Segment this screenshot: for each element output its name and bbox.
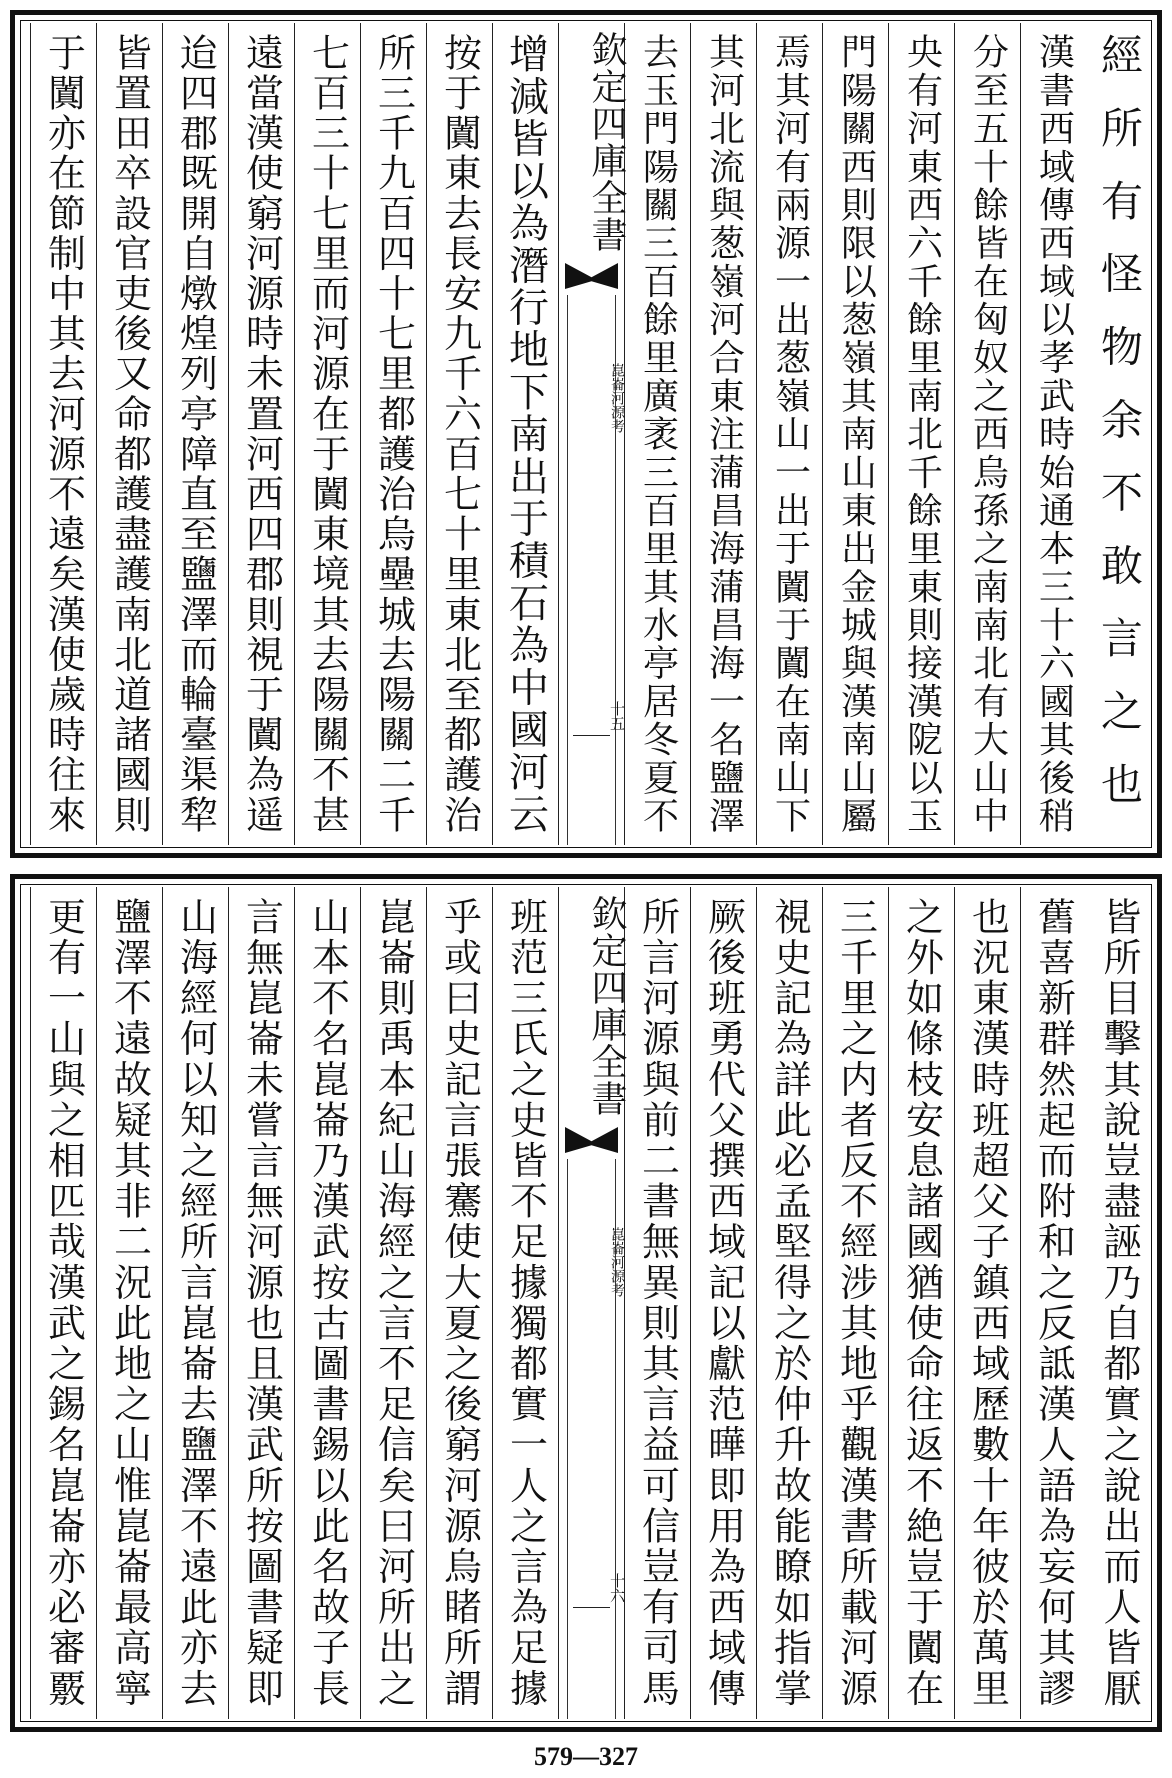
text-column	[624, 23, 690, 845]
column-text: 皆置田卒設官吏後又命都護盡護南北道諸國則	[107, 33, 152, 835]
center-column	[558, 887, 627, 1719]
column-text: 經所有怪物余不敢言之也	[1095, 33, 1144, 835]
column-text: 所言河源與前二書無異則其言益可信豈有司馬	[635, 897, 680, 1709]
text-column	[492, 887, 558, 1719]
column-text: 于闐亦在節制中其去河源不遠矣漢使歲時往來	[41, 33, 86, 835]
center-column	[558, 23, 627, 845]
divider	[573, 1607, 610, 1608]
column-text: 焉其河有兩源一出葱嶺山一出于闐于闐在南山下	[769, 33, 811, 835]
book-title: 欽定四庫全書	[586, 895, 627, 1117]
text-column	[162, 23, 228, 845]
text-column	[954, 23, 1020, 845]
text-column	[426, 887, 492, 1719]
column-text: 漢書西域傳西域以孝武時始通本三十六國其後稍	[1033, 33, 1075, 835]
column-text: 山海經何以知之經所言崑崙去鹽澤不遠此亦去	[173, 897, 218, 1709]
text-column	[294, 23, 360, 845]
text-column	[1086, 23, 1152, 845]
column-text: 央有河東西六千餘里南北千餘里東則接漢阸以玉	[901, 33, 943, 835]
text-column	[360, 887, 426, 1719]
text-column	[1020, 887, 1086, 1719]
column-text: 遠當漢使窮河源時未置河西四郡則視于闐為遥	[239, 33, 284, 835]
column-text: 厥後班勇代父撰西域記以獻范曄即用為西域傳	[701, 897, 746, 1709]
column-text: 鹽澤不遠故疑其非二況此地之山惟崑崙最高寧	[107, 897, 152, 1709]
text-column	[294, 887, 360, 1719]
top-page	[10, 10, 1162, 858]
text-column	[822, 23, 888, 845]
column-text: 門陽關西則限以葱嶺其南山東出金城與漢南山屬	[835, 33, 877, 835]
column-text: 去玉門陽關三百餘里廣袤三百里其水亭居冬夏不	[637, 33, 679, 835]
column-text: 也況東漢時班超父子鎮西域歷數十年彼於萬里	[965, 897, 1010, 1709]
text-column	[888, 23, 954, 845]
column-text: 乎或曰史記言張騫使大夏之後窮河源烏睹所謂	[437, 897, 482, 1709]
text-column	[954, 887, 1020, 1719]
column-text: 之外如條枝安息諸國猶使命往返不絶豈于闐在	[899, 897, 944, 1709]
text-column	[624, 887, 690, 1719]
text-column	[162, 887, 228, 1719]
column-text: 言無崑崙未嘗言無河源也且漢武所按圖書疑即	[239, 897, 284, 1709]
book-title: 欽定四庫全書	[586, 31, 627, 253]
divider	[573, 735, 610, 736]
text-column	[30, 887, 96, 1719]
column-text: 按于闐東去長安九千六百七十里東北至都護治	[437, 33, 482, 835]
column-text: 增減皆以為潛行地下南出于積石為中國河云	[502, 33, 549, 835]
column-text: 迨四郡既開自燉煌列亭障直至鹽澤而輪臺渠犂	[173, 33, 218, 835]
column-text: 所三千九百四十七里都護治烏壘城去陽關二千	[371, 33, 416, 835]
bottom-page	[10, 874, 1162, 1732]
chapter-title: 崑崙河源考	[609, 363, 625, 433]
text-column	[426, 23, 492, 845]
column-text: 皆所目擊其說豈盡誣乃自都實之說出而人皆厭	[1097, 897, 1141, 1709]
text-column	[1086, 887, 1152, 1719]
column-text: 其河北流與葱嶺河合東注蒲昌海蒲昌海一名鹽澤	[703, 33, 745, 835]
column-text: 山本不名崑崙乃漢武按古圖書錫以此名故子長	[305, 897, 350, 1709]
folio-number: 十五	[608, 701, 626, 731]
text-column	[360, 23, 426, 845]
text-column	[492, 23, 558, 845]
column-text: 三千里之内者反不經涉其地乎觀漢書所載河源	[833, 897, 878, 1709]
text-column	[228, 23, 294, 845]
page-number: 579—327	[534, 1742, 638, 1771]
text-column	[822, 887, 888, 1719]
text-column	[690, 887, 756, 1719]
text-column	[1020, 23, 1086, 845]
text-column	[96, 23, 162, 845]
column-text: 七百三十七里而河源在于闐東境其去陽關不甚	[305, 33, 350, 835]
text-column	[756, 23, 822, 845]
column-text: 更有一山與之相匹哉漢武之錫名崑崙亦必審覈	[41, 897, 86, 1709]
text-column	[888, 887, 954, 1719]
chapter-title: 崑崙河源考	[609, 1227, 625, 1297]
folio-number: 十六	[608, 1573, 626, 1603]
column-text: 崑崙則禹本紀山海經之言不足信矣曰河所出之	[371, 897, 416, 1709]
text-column	[30, 23, 96, 845]
text-column	[756, 887, 822, 1719]
column-text: 班范三氏之史皆不足據獨都實一人之言為足據	[503, 897, 548, 1709]
column-text: 分至五十餘皆在匈奴之西烏孫之南南北有大山中	[967, 33, 1009, 835]
column-text: 視史記為詳此必孟堅得之於仲升故能瞭如指掌	[767, 897, 812, 1709]
text-column	[228, 887, 294, 1719]
column-text: 舊喜新群然起而附和之反詆漢人語為妄何其謬	[1031, 897, 1076, 1709]
text-column	[690, 23, 756, 845]
text-column	[96, 887, 162, 1719]
fish-tail-mark-icon	[565, 1127, 618, 1153]
fish-tail-mark-icon	[565, 263, 618, 289]
